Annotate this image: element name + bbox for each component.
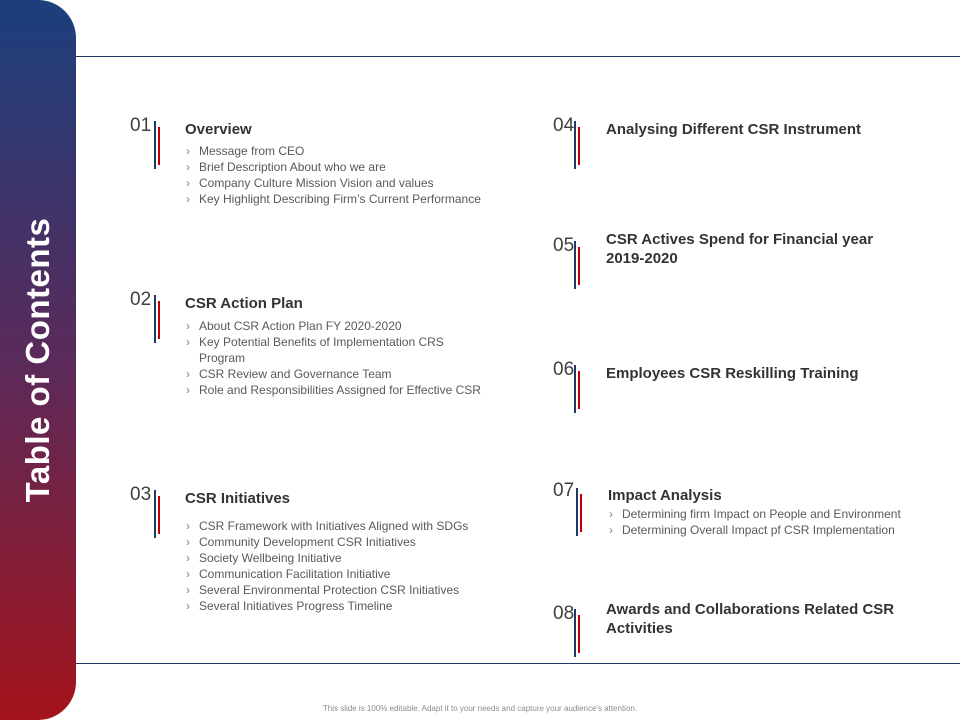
bullet-item: › Role and Responsibilities Assigned for Effective CSR <box>185 382 485 398</box>
sidebar-panel <box>0 0 76 720</box>
item-heading: Employees CSR Reskilling Training <box>606 365 859 382</box>
bullet-item: › Several Environmental Protection CSR Initiatives <box>185 582 515 598</box>
bullet-item: › About CSR Action Plan FY 2020-2020 <box>185 318 485 334</box>
item-marker <box>576 488 582 536</box>
bullet-item: › Brief Description About who we are <box>185 159 485 175</box>
item-heading: CSR Action Plan <box>185 295 303 312</box>
bullet-item: › CSR Framework with Initiatives Aligned with SDGs <box>185 518 515 534</box>
bullet-item: › Key Highlight Describing Firm’s Current Performance <box>185 191 485 207</box>
bullet-item: › Determining Overall Impact pf CSR Implementation <box>608 522 948 538</box>
bullet-item: › Society Wellbeing Initiative <box>185 550 515 566</box>
item-marker <box>154 490 160 538</box>
item-heading: CSR Actives Spend for Financial year 2019-2020 <box>606 231 874 267</box>
item-bullets <box>185 143 485 207</box>
item-heading: Analysing Different CSR Instrument <box>606 121 862 138</box>
item-number: 02 <box>130 289 152 310</box>
footer-note: This slide is 100% editable. Adapt it to your needs and capture your audience's attention. <box>322 704 638 713</box>
item-marker <box>154 295 160 343</box>
top-divider <box>76 56 960 57</box>
bullet-item: › Key Potential Benefits of Implementation CRS Program <box>185 334 485 366</box>
item-number: 05 <box>553 235 575 256</box>
item-heading: CSR Initiatives <box>185 490 291 507</box>
bullet-item: › Several Initiatives Progress Timeline <box>185 598 515 614</box>
item-number: 07 <box>553 480 575 501</box>
bullet-item: › CSR Review and Governance Team <box>185 366 485 382</box>
item-number: 01 <box>130 115 152 136</box>
item-heading: Overview <box>185 121 252 138</box>
slide-title: Table of Contents <box>19 217 56 503</box>
item-bullets <box>185 318 485 398</box>
bottom-divider <box>76 663 960 664</box>
item-marker <box>154 121 160 169</box>
item-number: 04 <box>553 115 575 136</box>
item-number: 06 <box>553 359 575 380</box>
item-heading: Impact Analysis <box>608 487 722 504</box>
item-number: 03 <box>130 484 152 505</box>
item-bullets <box>185 518 515 614</box>
item-heading: Awards and Collaborations Related CSR Activities <box>606 601 895 637</box>
item-marker <box>574 365 580 413</box>
bullet-item: › Determining firm Impact on People and Environment <box>608 506 948 522</box>
item-number: 08 <box>553 603 575 624</box>
bullet-item: › Community Development CSR Initiatives <box>185 534 515 550</box>
item-marker <box>574 121 580 169</box>
item-bullets <box>608 506 948 538</box>
bullet-item: › Company Culture Mission Vision and values <box>185 175 485 191</box>
bullet-item: › Message from CEO <box>185 143 485 159</box>
bullet-item: › Communication Facilitation Initiative <box>185 566 515 582</box>
item-marker <box>574 241 580 289</box>
item-marker <box>574 609 580 657</box>
